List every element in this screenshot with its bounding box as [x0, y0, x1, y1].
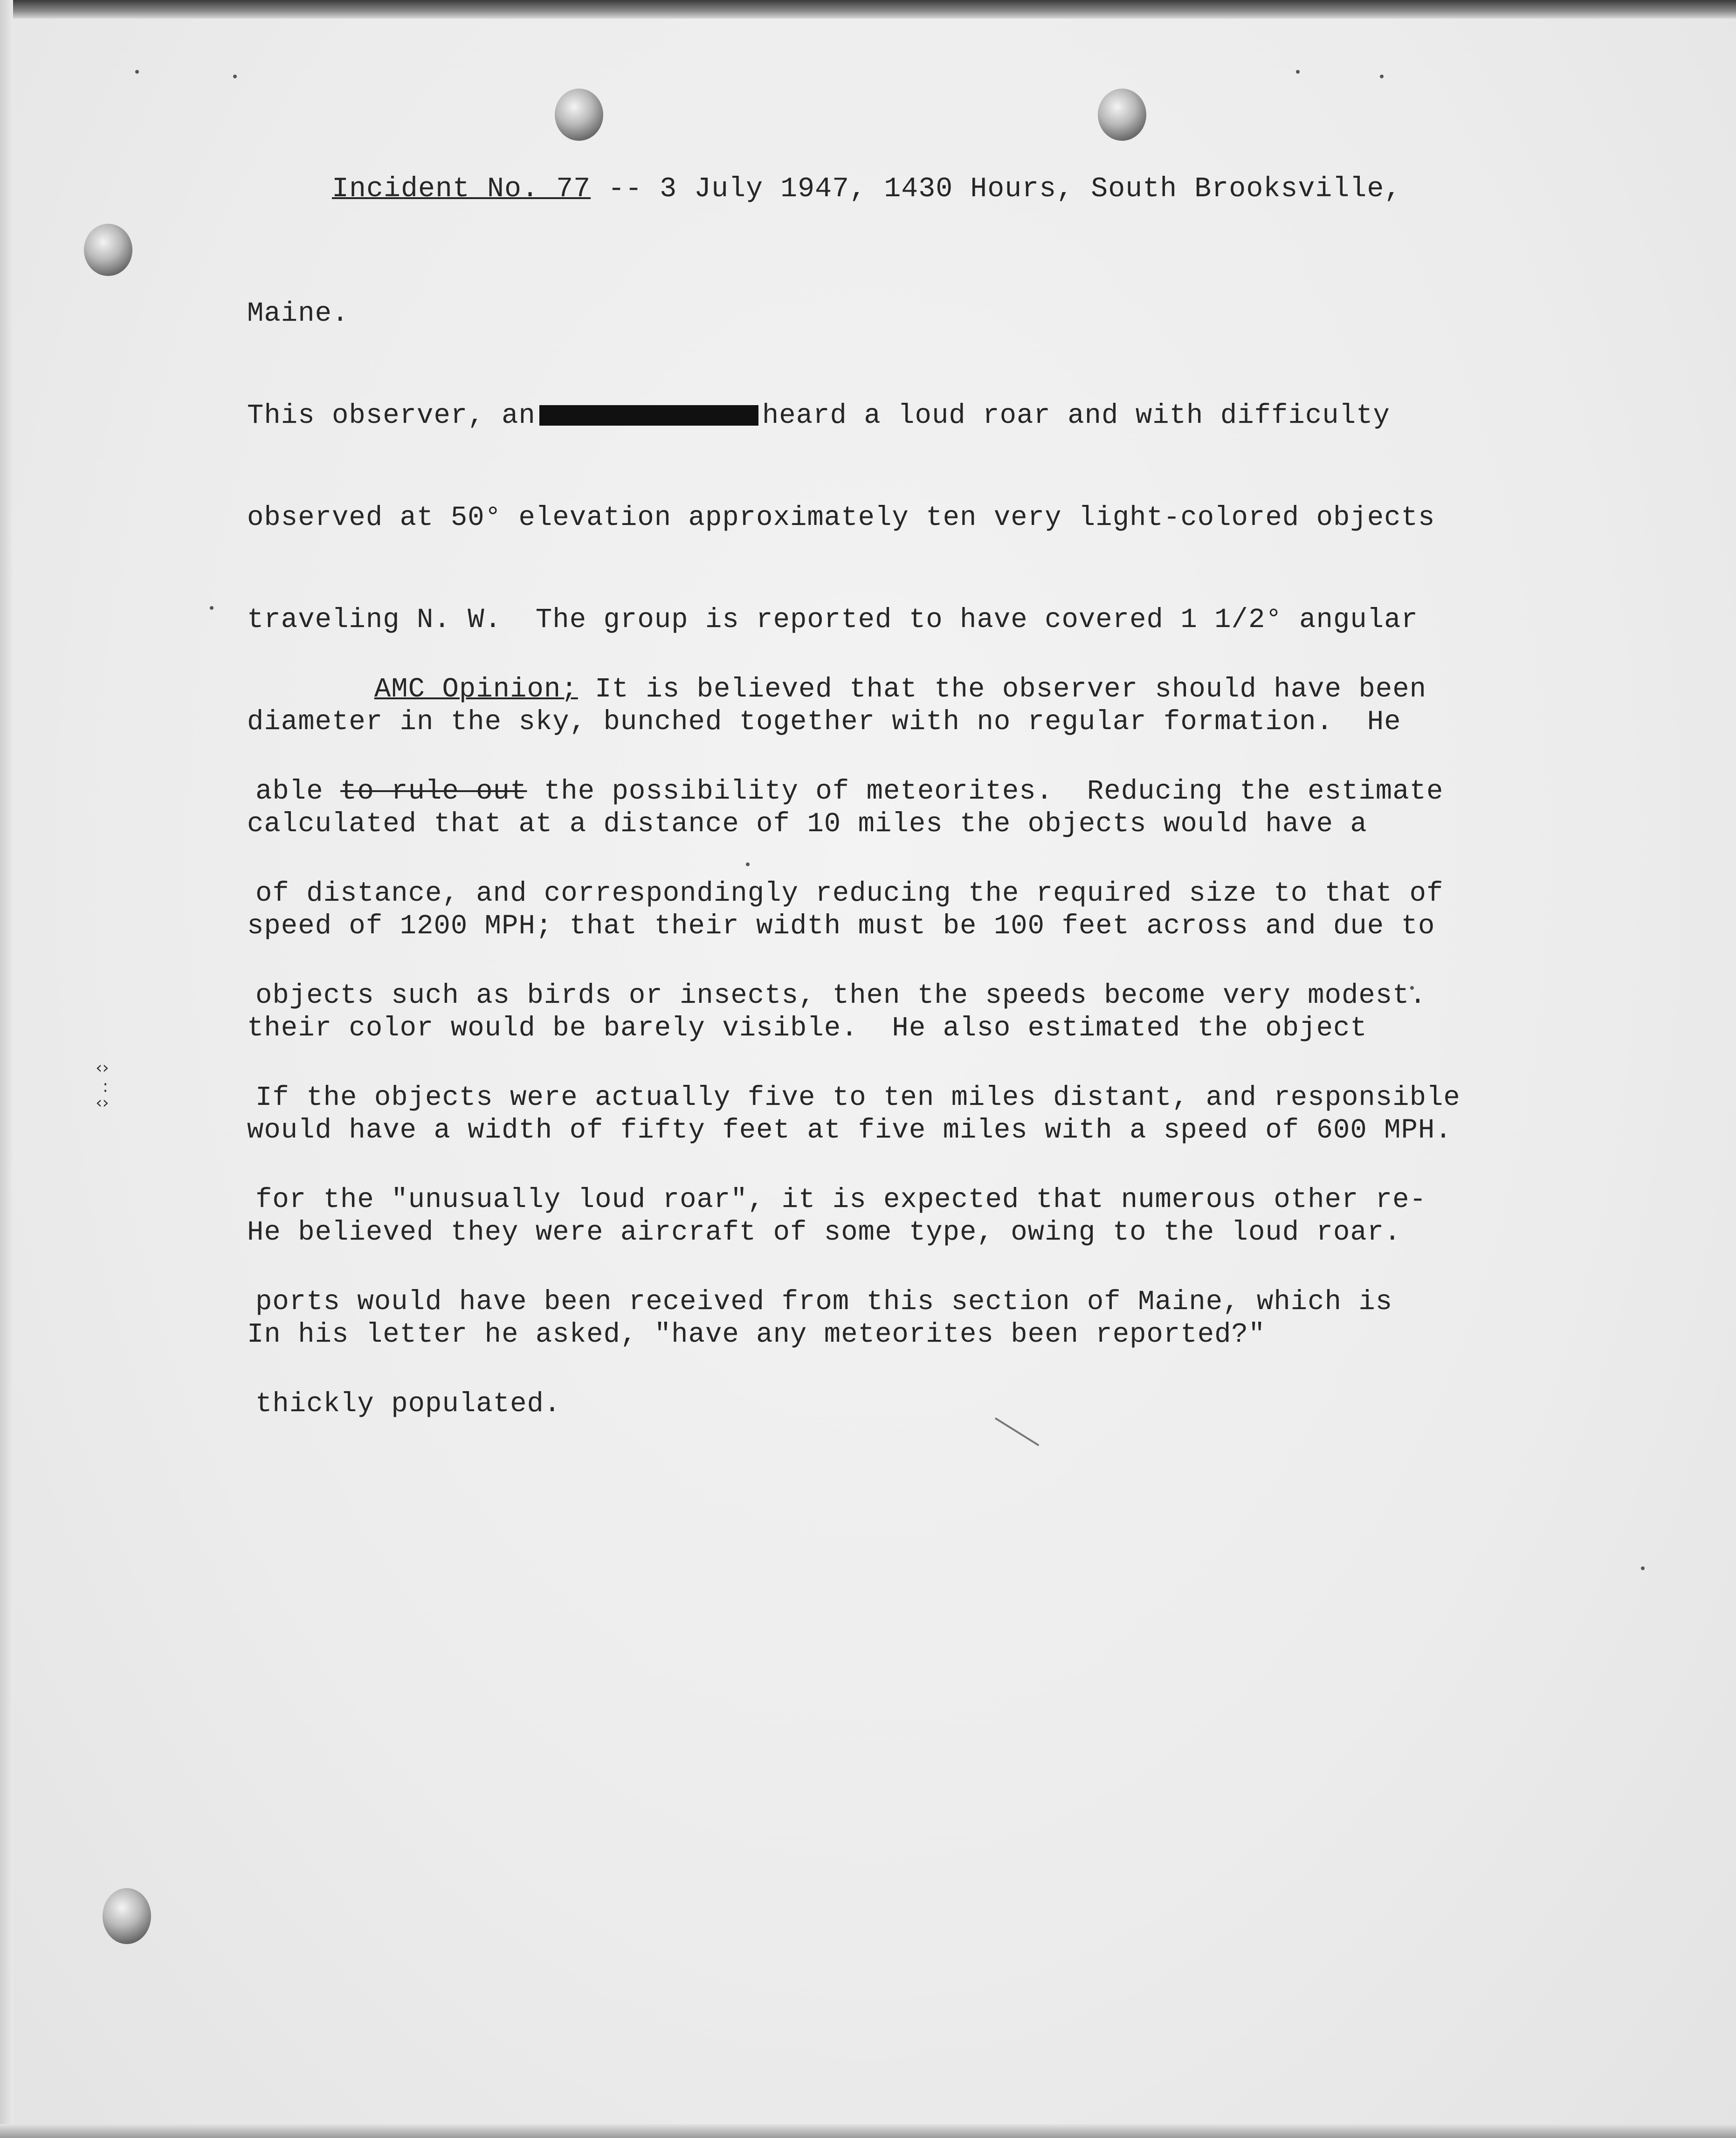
- amc-opinion-paragraph: [255, 604, 1460, 1489]
- speck: [210, 606, 214, 610]
- text-line: If the objects were actually five to ten miles distant, and responsible: [255, 1082, 1460, 1113]
- text-span: heard a loud roar and with difficulty: [762, 400, 1390, 431]
- punch-hole-left: [84, 224, 132, 276]
- text-line: [255, 672, 1460, 706]
- text-line: ports would have been received from this section of Maine, which is: [255, 1286, 1393, 1317]
- text-line: of distance, and correspondingly reducing the required size to that of: [255, 878, 1444, 909]
- struck-text: to rule out: [340, 776, 527, 807]
- incident-heading: [332, 172, 1401, 207]
- punch-hole-top-left: [555, 89, 603, 141]
- text-line: Maine.: [247, 298, 349, 329]
- text-line: calculated that at a distance of 10 miles the objects would have a: [247, 808, 1367, 840]
- text-span: able: [255, 776, 341, 807]
- punch-hole-bottom-left: [103, 1888, 151, 1944]
- speck: [135, 70, 139, 74]
- speck: [233, 75, 237, 78]
- text-line: would have a width of fifty feet at five miles with a speed of 600 MPH.: [247, 1115, 1452, 1146]
- text-line: speed of 1200 MPH; that their width must be 100 feet across and due to: [247, 910, 1435, 942]
- stray-mark: ‹›: [96, 1093, 109, 1112]
- speck: [1296, 70, 1300, 74]
- text-line: objects such as birds or insects, then the speeds become very modest.: [255, 980, 1426, 1011]
- redaction-bar: [539, 405, 758, 426]
- text-line: thickly populated.: [255, 1388, 561, 1420]
- text-line: observed at 50° elevation approximately ten very light-colored objects: [247, 502, 1435, 533]
- text-line: their color would be barely visible. He also estimated the object: [247, 1013, 1367, 1044]
- speck: [1641, 1566, 1645, 1570]
- text-line: He believed they were aircraft of some type, owing to the loud roar.: [247, 1217, 1401, 1248]
- incident-date-location: -- 3 July 1947, 1430 Hours, South Brooksville,: [591, 173, 1402, 205]
- text-span: This observer, an: [247, 400, 536, 431]
- scan-left-edge: [0, 0, 13, 2138]
- scan-bottom-edge: [0, 2124, 1736, 2138]
- text-line: [255, 774, 1460, 808]
- punch-hole-top-right: [1098, 89, 1146, 141]
- incident-number: Incident No. 77: [332, 173, 591, 205]
- text-line: for the "unusually loud roar", it is expected that numerous other re-: [255, 1184, 1426, 1215]
- text-span: the possibility of meteorites. Reducing the estimate: [527, 776, 1444, 807]
- text-line: In his letter he asked, "have any meteorites been reported?": [247, 1319, 1266, 1350]
- stray-mark: ‹›: [96, 1058, 109, 1077]
- text-line: traveling N. W. The group is reported to have covered 1 1/2° angular: [247, 604, 1418, 635]
- text-span: It is believed that the observer should have been: [578, 674, 1427, 705]
- scan-top-edge: [0, 0, 1736, 19]
- text-line: [247, 399, 1452, 433]
- stray-mark: :: [103, 1077, 109, 1096]
- amc-opinion-label: AMC Opinion;: [374, 674, 578, 705]
- text-line: diameter in the sky, bunched together with no regular formation. He: [247, 706, 1401, 738]
- speck: [1380, 75, 1384, 78]
